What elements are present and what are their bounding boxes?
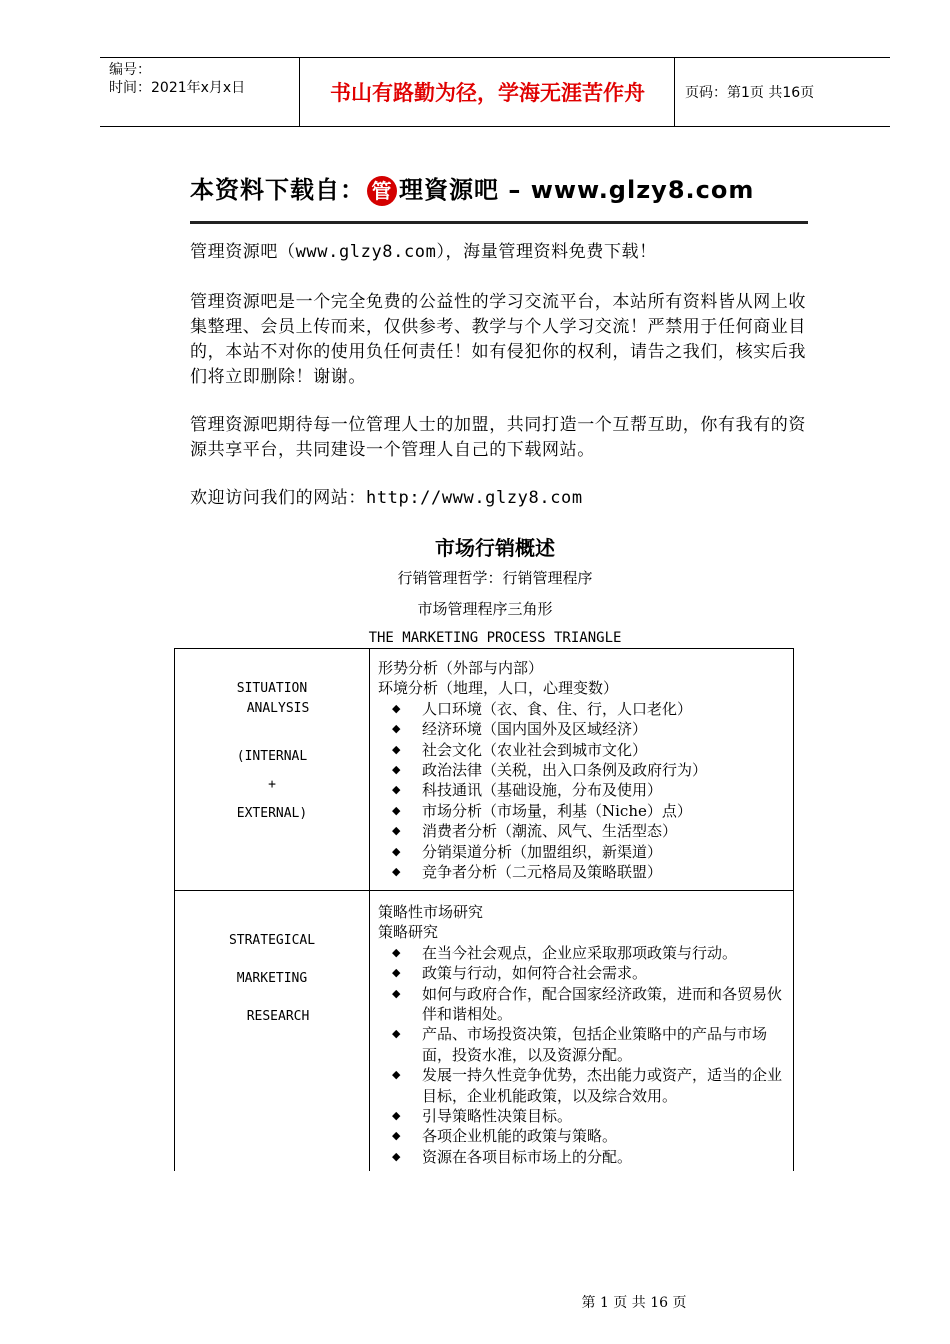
list-item: ◆ 引导策略性决策目标。 bbox=[378, 1106, 788, 1126]
table-row-strategic bbox=[175, 891, 793, 1171]
banner-site-name: 理資源吧 – www.glzy8.com bbox=[399, 176, 755, 204]
header-meta-cell bbox=[100, 58, 300, 126]
list-item: ◆ 如何与政府合作，配合国家经济政策，进而和各贸易伙伴和谐相处。 bbox=[378, 984, 788, 1025]
row-label-line: MARKETING bbox=[236, 971, 308, 986]
download-banner bbox=[190, 162, 808, 226]
header-page-label: 页码：第1页 共16页 bbox=[685, 85, 815, 101]
row-content-cell bbox=[370, 891, 788, 1171]
row-label-line: EXTERNAL) bbox=[236, 806, 308, 821]
page-header bbox=[100, 57, 890, 127]
row-label-line: ANALYSIS bbox=[246, 701, 310, 716]
row-label-line: STRATEGICAL bbox=[228, 933, 316, 948]
intro-paragraph-3: 管理资源吧期待每一位管理人士的加盟，共同打造一个互帮互助，你有我有的资源共享平台，共同建设一个管理人自己的下载网站。 bbox=[190, 415, 806, 460]
bullet-list bbox=[378, 943, 788, 1167]
row-heading-1: 形势分析（外部与内部） bbox=[378, 659, 544, 677]
list-item: ◆ 分销渠道分析（加盟组织，新渠道） bbox=[378, 842, 788, 862]
row-heading-2: 策略研究 bbox=[378, 923, 439, 942]
intro-paragraph-2: 管理资源吧是一个完全免费的公益性的学习交流平台，本站所有资料皆从网上收集整理、会员上传而来，仅供参考、教学与个人学习交流！严禁用于任何商业目的，本站不对你的使用负任何责任！如有侵犯你的权利，请告之我们，核实后我们将立即删除！谢谢。 bbox=[190, 292, 806, 387]
list-item: ◆ 经济环境（国内国外及区域经济） bbox=[378, 719, 788, 739]
page-title: 市场行销概述 bbox=[435, 536, 555, 560]
number-label: 编号： bbox=[109, 62, 151, 78]
header-motto: 书山有路勤为径，学海无涯苦作舟 bbox=[301, 58, 675, 126]
subtitle-2: 市场管理程序三角形 bbox=[417, 600, 553, 618]
list-item: ◆ 市场分析（市场量，利基（Niche）点） bbox=[378, 801, 788, 821]
list-item: ◆ 资源在各项目标市场上的分配。 bbox=[378, 1147, 788, 1167]
subtitle-3: THE MARKETING PROCESS TRIANGLE bbox=[368, 630, 622, 646]
banner-prefix: 本资料下载自： bbox=[190, 176, 365, 204]
subtitle-1: 行销管理哲学：行销管理程序 bbox=[397, 569, 593, 587]
row-heading-1: 策略性市场研究 bbox=[378, 903, 484, 921]
list-item: ◆ 科技通讯（基础设施，分布及使用） bbox=[378, 780, 788, 800]
list-item: ◆ 产品、市场投资决策，包括企业策略中的产品与市场面，投资水准，以及资源分配。 bbox=[378, 1024, 788, 1065]
list-item: ◆ 政治法律（关税，出入口条例及政府行为） bbox=[378, 760, 788, 780]
list-item: ◆ 人口环境（衣、食、住、行，人口老化） bbox=[378, 699, 788, 719]
marketing-process-table bbox=[174, 648, 794, 1171]
banner-text bbox=[190, 170, 754, 206]
banner-rule bbox=[190, 221, 808, 224]
list-item: ◆ 发展一持久性竞争优势，杰出能力或资产，适当的企业目标，企业机能政策，以及综合效用。 bbox=[378, 1065, 788, 1106]
row-label-line: + bbox=[268, 777, 276, 792]
table-row-situation bbox=[175, 649, 793, 891]
row-heading-2: 环境分析（地理，人口，心理变数） bbox=[378, 679, 619, 698]
row-label-line: SITUATION bbox=[236, 681, 308, 696]
row-label-cell bbox=[175, 891, 370, 1171]
row-label-cell bbox=[175, 649, 370, 890]
list-item: ◆ 各项企业机能的政策与策略。 bbox=[378, 1126, 788, 1146]
list-item: ◆ 政策与行动，如何符合社会需求。 bbox=[378, 963, 788, 983]
row-content-cell bbox=[370, 649, 788, 890]
intro-paragraph-4: 欢迎访问我们的网站：http://www.glzy8.com bbox=[190, 488, 583, 508]
bullet-list bbox=[378, 699, 788, 883]
date-label: 时间：2021年x月x日 bbox=[109, 80, 246, 96]
site-logo-icon: 管 bbox=[367, 176, 397, 206]
list-item: ◆ 消费者分析（潮流、风气、生活型态） bbox=[378, 821, 788, 841]
row-label-line: (INTERNAL bbox=[236, 749, 308, 764]
list-item: ◆ 社会文化（农业社会到城市文化） bbox=[378, 740, 788, 760]
list-item: ◆ 竞争者分析（二元格局及策略联盟） bbox=[378, 862, 788, 882]
list-item: ◆ 在当今社会观点，企业应采取那项政策与行动。 bbox=[378, 943, 788, 963]
page-footer: 第 1 页 共 16 页 bbox=[581, 1295, 687, 1311]
intro-paragraph-1: 管理资源吧（www.glzy8.com），海量管理资料免费下载！ bbox=[190, 242, 657, 262]
row-label-line: RESEARCH bbox=[246, 1009, 310, 1024]
